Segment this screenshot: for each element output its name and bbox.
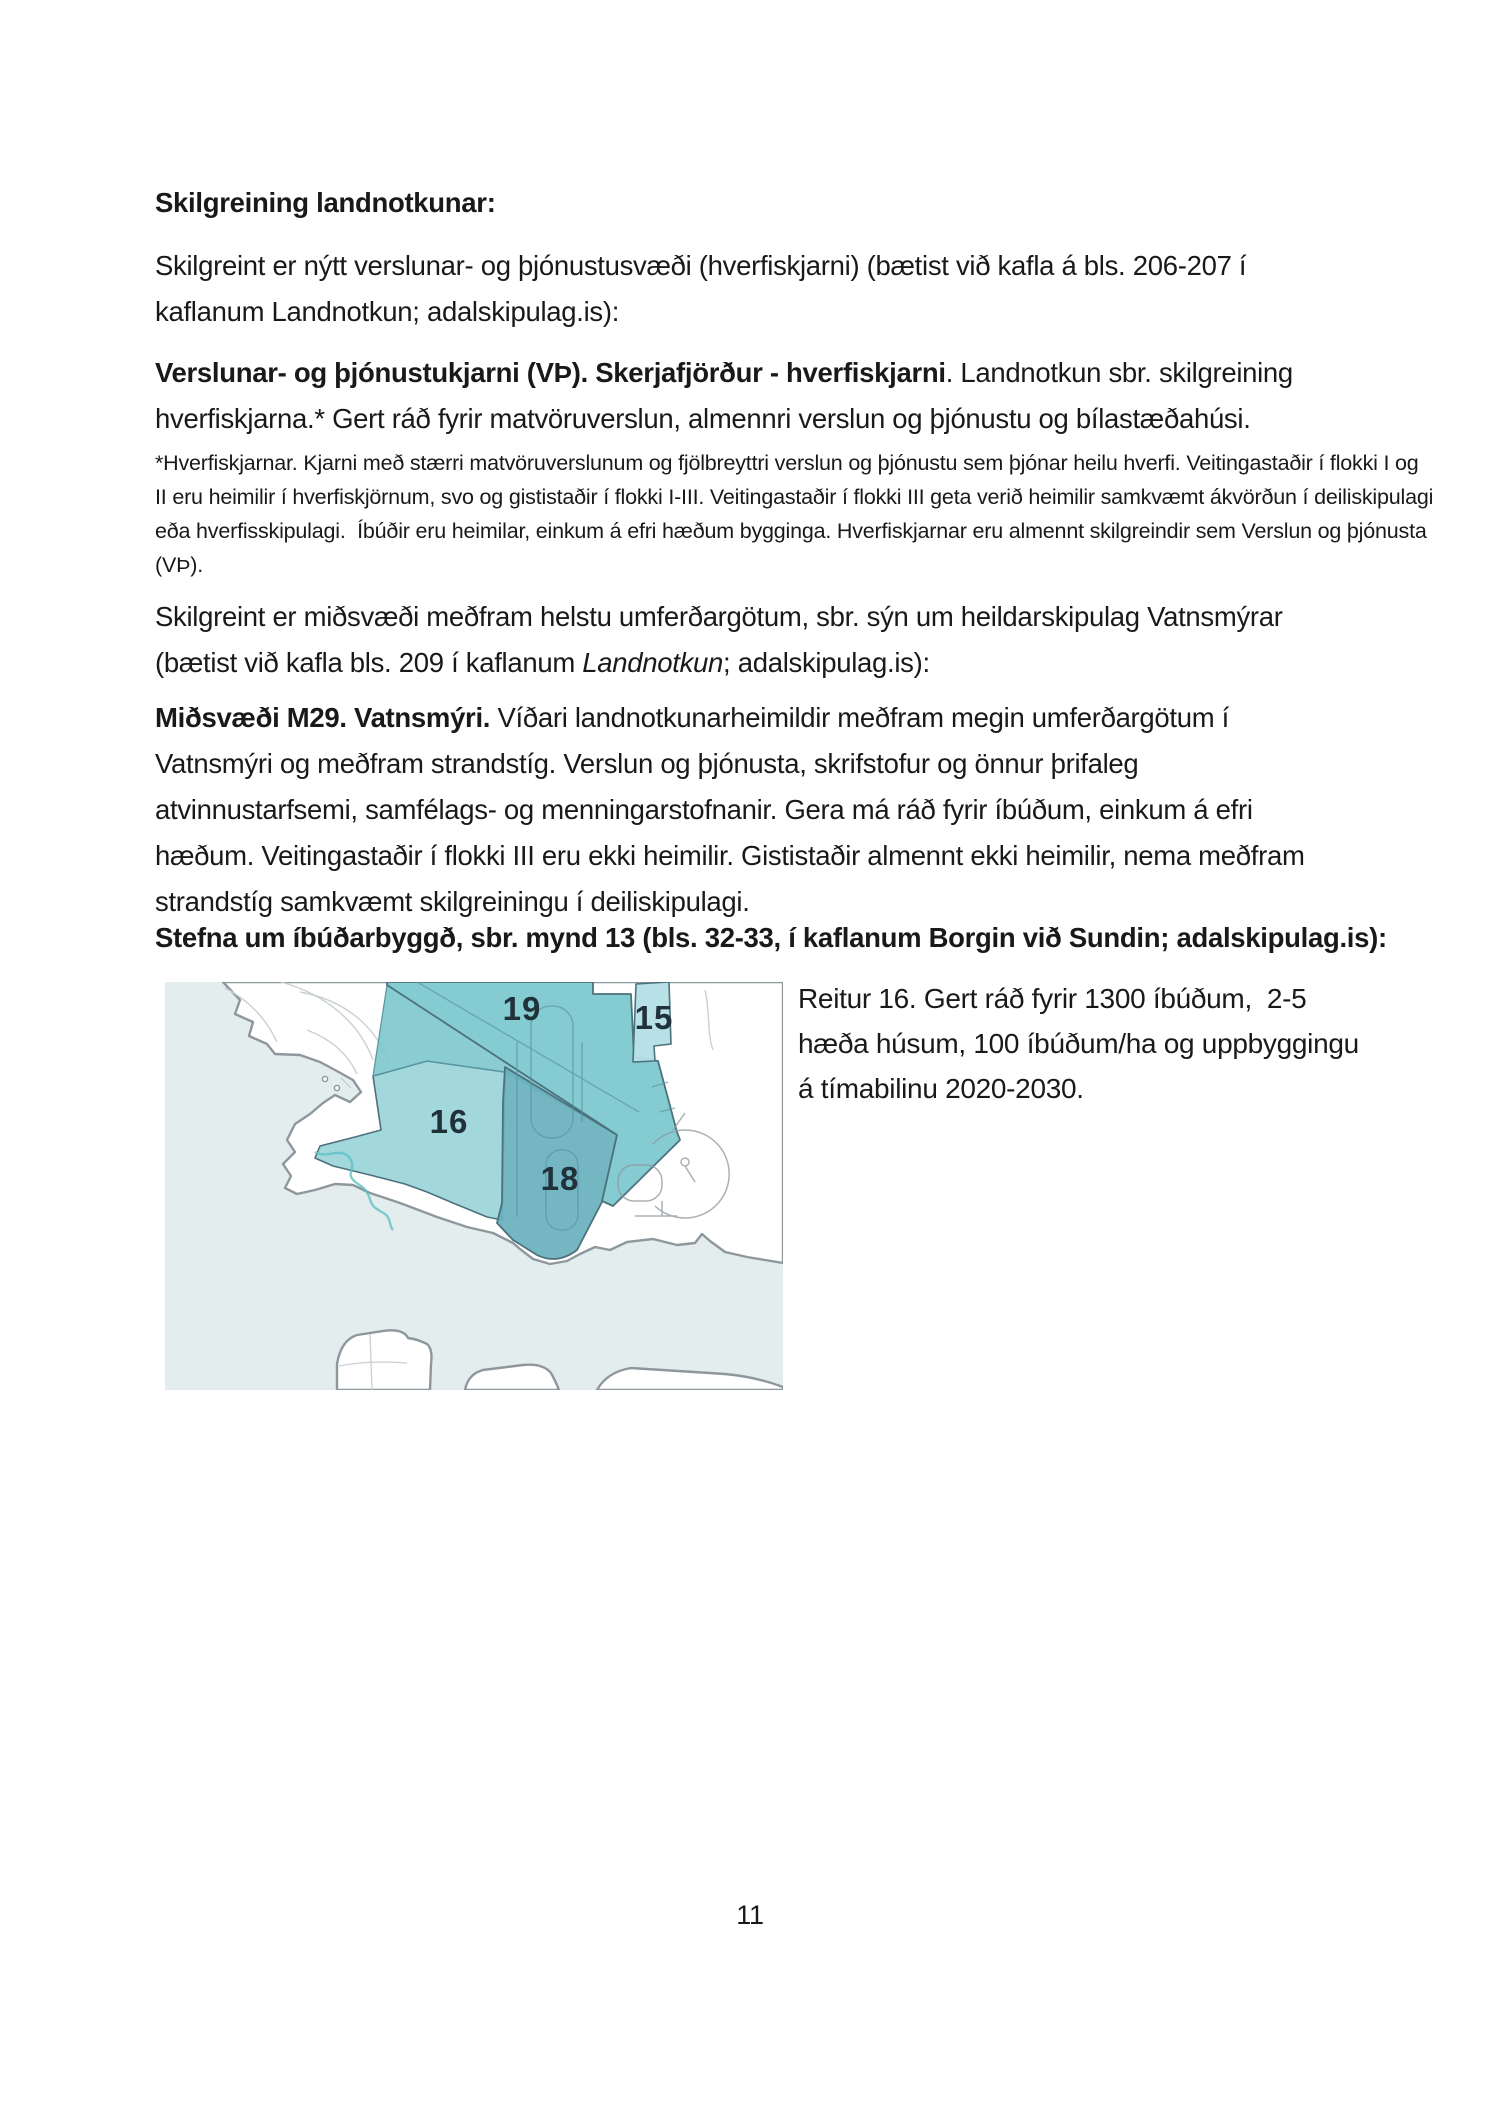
text-line: hæðum. Veitingastaðir í flokki III eru ekki heimilir. Gististaðir almennt ekki heimilir, nema meðfram <box>155 840 1305 871</box>
text-line: atvinnustarfsemi, samfélags- og menningarstofnanir. Gera má ráð fyrir íbúðum, einkum á efri <box>155 794 1253 825</box>
text-line: hverfiskjarna.* Gert ráð fyrir matvöruverslun, almennri verslun og þjónustu og bílastæðahúsi. <box>155 403 1251 434</box>
caption-line: á tímabilinu 2020-2030. <box>798 1073 1084 1104</box>
page-number: 11 <box>736 1900 764 1930</box>
caption-line: hæða húsum, 100 íbúðum/ha og uppbyggingu <box>798 1028 1359 1059</box>
paragraph <box>155 594 1283 686</box>
caption-line: Reitur 16. Gert ráð fyrir 1300 íbúðum, 2-5 <box>798 983 1307 1014</box>
text-line: Skilgreint er miðsvæði meðfram helstu umferðargötum, sbr. sýn um heildarskipulag Vatnsmýrar <box>155 601 1283 632</box>
text-line: *Hverfiskjarnar. Kjarni með stærri matvöruverslunum og fjölbreyttri verslun og þjónustu sem þjónar heilu hverfi. Veitingastaðir í flokki I og <box>155 451 1419 475</box>
paragraph <box>155 695 1305 925</box>
zone-label-16: 16 <box>429 1103 469 1140</box>
zone-label-15: 15 <box>634 999 674 1036</box>
text-line: Skilgreining landnotkunar: <box>155 187 496 218</box>
text-line: Skilgreint er nýtt verslunar- og þjónustusvæði (hverfiskjarni) (bætist við kafla á bls. 206-207 í <box>155 250 1247 281</box>
text-line: Vatnsmýri og meðfram strandstíg. Verslun og þjónusta, skrifstofur og önnur þrifaleg <box>155 748 1139 779</box>
text-line: II eru heimilir í hverfiskjörnum, svo og gististaðir í flokki I-III. Veitingastaðir í flokki III geta verið heimilir samkvæmt ákvörðun í deiliskipulagi <box>155 485 1434 509</box>
text-line: kaflanum Landnotkun; adalskipulag.is): <box>155 296 620 327</box>
plan-map <box>165 982 783 1390</box>
section-heading <box>155 180 496 226</box>
paragraph <box>155 243 1246 335</box>
plan-map-svg <box>165 982 783 1390</box>
text-line: strandstíg samkvæmt skilgreiningu í deiliskipulagi. <box>155 886 750 917</box>
paragraph <box>155 350 1293 442</box>
text-line: Verslunar- og þjónustukjarni (VÞ). Skerjafjörður - hverfiskjarni. Landnotkun sbr. skilgreining <box>155 357 1293 388</box>
islet <box>322 1076 327 1081</box>
text-line: (VÞ). <box>155 553 203 577</box>
zone-label-18: 18 <box>540 1160 580 1197</box>
map-caption <box>798 976 1359 1111</box>
section-heading <box>155 915 1387 961</box>
footnote <box>155 446 1433 582</box>
zone-label-19: 19 <box>502 990 542 1027</box>
text-line: Miðsvæði M29. Vatnsmýri. Víðari landnotkunarheimildir meðfram megin umferðargötum í <box>155 702 1230 733</box>
text-line: eða hverfisskipulagi. Íbúðir eru heimilar, einkum á efri hæðum bygginga. Hverfiskjarnar eru almennt skilgreindir sem Verslun og þjónusta <box>155 519 1427 543</box>
text-line: (bætist við kafla bls. 209 í kaflanum Landnotkun; adalskipulag.is): <box>155 647 930 678</box>
text-line: Stefna um íbúðarbyggð, sbr. mynd 13 (bls. 32-33, í kaflanum Borgin við Sundin; adalskipulag.is): <box>155 922 1387 953</box>
islet <box>334 1085 339 1090</box>
